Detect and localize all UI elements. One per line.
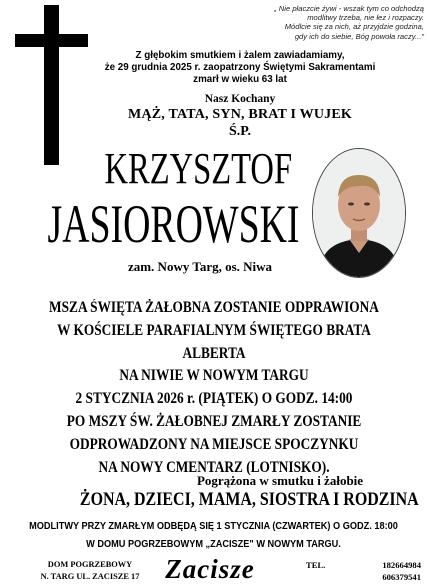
announcement [100,50,380,86]
mass-line: PO MSZY ŚW. ŻAŁOBNEJ ZMARŁY ZOSTANIE [66,412,362,430]
mourners-family: ŻONA, DZIECI, MAMA, SIOSTRA I RODZINA [79,489,419,510]
funeral-home-line: N. TARG UL. ZACISZE 17 [40,572,140,581]
epithet: Nasz Kochany [204,93,276,105]
prayer-info [18,518,410,554]
phone-number: 606379541 [382,572,421,582]
prayer-line: W DOMU POGRZEBOWYM „ZACISZE" W NOWYM TARGU. [86,539,341,550]
funeral-home-address [40,559,140,583]
deceased-first-name: KRZYSZTOF [104,144,293,193]
mass-details [42,297,386,479]
mourners-intro: Pogrążona w smutku i żałobie [196,473,364,488]
phone-numbers [306,559,421,583]
tel-label: TEL. [306,560,326,570]
announcement-line: zmarł w wieku 63 lat [193,74,287,85]
quote-line: modlitwy trzeba, nie łez i rozpaczy. [307,13,424,23]
residence: zam. Nowy Targ, os. Niwa [127,259,273,274]
portrait-image [313,149,405,277]
phone-number: 182664984 [382,560,421,570]
family-roles: MĄŻ, TATA, SYN, BRAT I WUJEK [128,107,352,122]
funeral-home-logo: Zacisze [165,554,255,584]
mass-line: ODPROWADZONY NA MIEJSCE SPOCZYNKU [69,435,359,453]
poem-quote [248,4,424,41]
quote-line: Módlcie się za nich, aż przyjdzie godzina, [284,22,424,32]
mass-line: 2 STYCZNIA 2026 r. (PIĄTEK) O GODZ. 14:00 [75,390,353,408]
mass-line: NA NOWY CMENTARZ (LOTNISKO). [98,458,330,476]
prayer-line: MODLITWY PRZY ZMARŁYM ODBĘDĄ SIĘ 1 STYCZNIA (CZWARTEK) O GODZ. 18:00 [29,521,398,532]
funeral-home-line: DOM POGRZEBOWY [47,560,133,569]
announcement-line: Z głębokim smutkiem i żalem zawiadamiamy, [135,50,345,61]
announcement-line: że 29 grudnia 2025 r. zaopatrzony Świętymi Sakramentami [104,62,376,73]
mass-line: MSZA ŚWIĘTA ŻAŁOBNA ZOSTANIE ODPRAWIONA [49,299,379,316]
quote-line: gdy ich do siebie, Bóg powoła raczy..." [294,31,424,41]
mass-line: W KOŚCIELE PARAFIALNYM ŚWIĘTEGO BRATA ALBERTA [57,321,371,362]
deceased-last-name: JASIOROWSKI [47,194,300,254]
deceased-portrait [312,148,406,278]
cross-icon-arm [15,34,88,47]
quote-line: „ Nie płaczcie żywi - wszak tym co odchodzą [274,4,424,13]
sp-abbreviation: Ś.P. [228,124,252,139]
mass-line: NA NIWIE W NOWYM TARGU [119,367,309,385]
cross-icon [44,5,59,165]
